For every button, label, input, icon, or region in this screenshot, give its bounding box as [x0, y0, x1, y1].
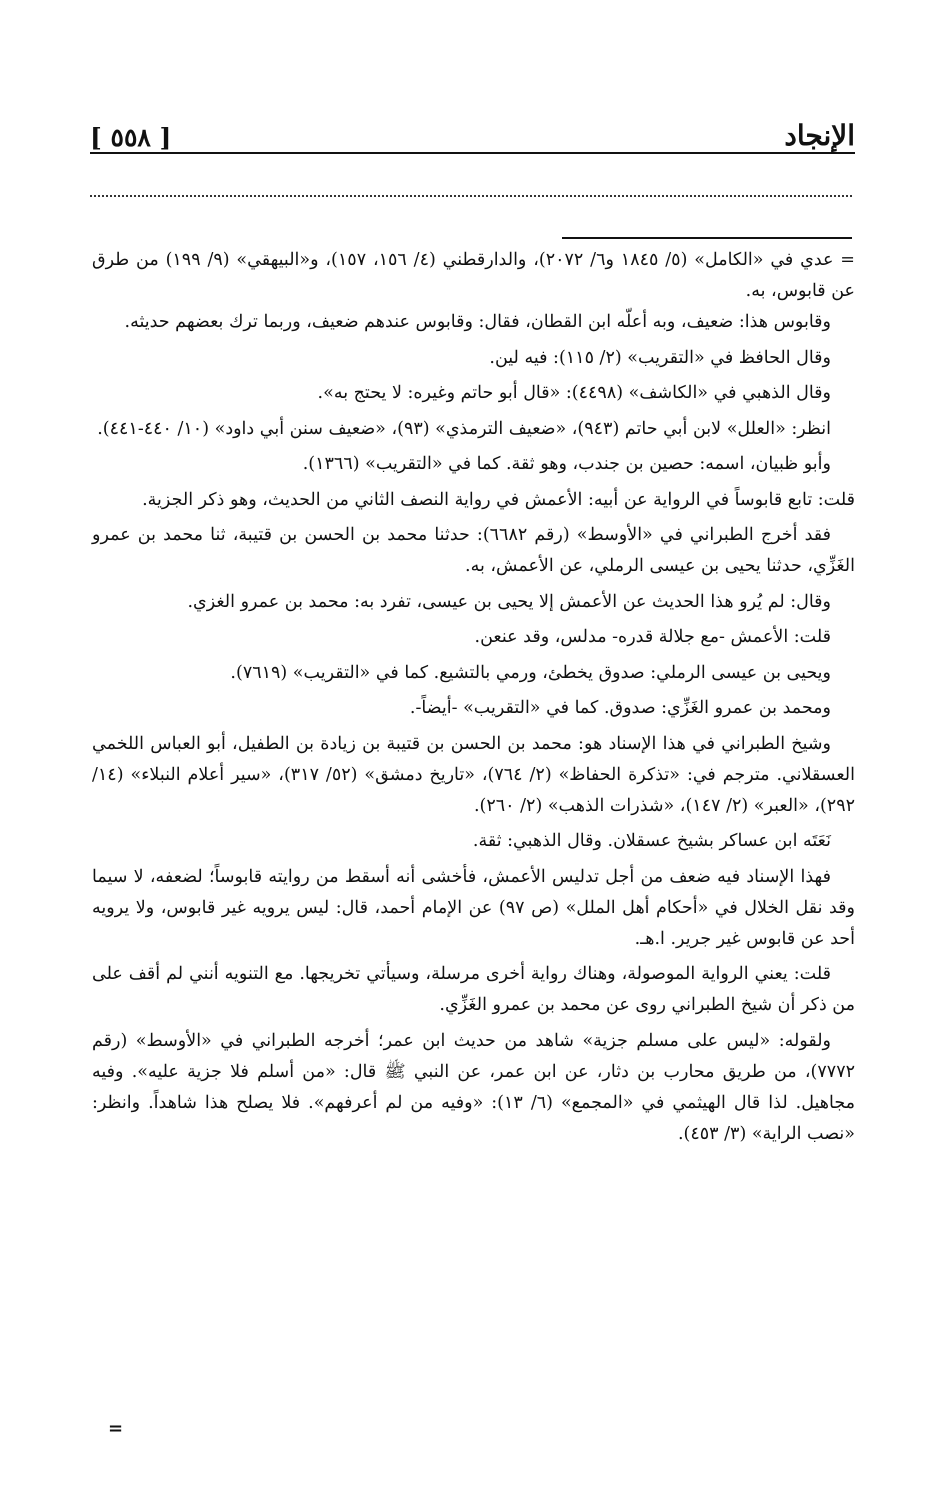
paragraph: قلت: الأعمش -مع جلالة قدره- مدلس، وقد عنعن. — [474, 627, 831, 647]
paragraph: ولقوله: «ليس على مسلم جزية» شاهد من حديث ابن عمر؛ أخرجه الطبراني في «الأوسط» (رقم ٧٧٧٢)، من طريق محارب بن دثار، عن ابن عمر، عن النبي ﷺ قال: «من أسلم فلا جزية عليه». وفيه مجاهيل. لذا قال الهيثمي في «المجمع» (٦/ ١٣): «وفيه من لم أعرفهم». فلا يصلح هذا شاهداً. وانظر: «نصب الراية» (٣/ ٤٥٣). — [92, 1030, 855, 1144]
paragraph: وقال الذهبي في «الكاشف» (٤٤٩٨): «قال أبو حاتم وغيره: لا يحتج به». — [317, 383, 831, 403]
header-rule — [90, 152, 855, 154]
paragraph: قلت: تابع قابوساً في الرواية عن أبيه: الأعمش في رواية النصف الثاني من الحديث، وهو ذكر الجزية. — [142, 489, 855, 510]
paragraph: وقال: لم يُرو هذا الحديث عن الأعمش إلا يحيى بن عيسى، تفرد به: محمد بن عمرو الغزي. — [187, 591, 831, 612]
paragraph: وقال الحافظ في «التقريب» (٢/ ١١٥): فيه لين. — [489, 347, 831, 368]
paragraph: نَعَتَه ابن عساكر بشيخ عسقلان. وقال الذهبي: ثقة. — [472, 831, 831, 851]
paragraph: فهذا الإسناد فيه ضعف من أجل تدليس الأعمش، فأخشى أنه أسقط من روايته قابوساً؛ لضعفه، لا سيما وقد نقل الخلال في «أحكام أهل الملل» (ص ٩٧) عن الإمام أحمد، قال: ليس يرويه غير قابوس، ولا يرويه أحد عن قابوس غير جرير. ا.هـ. — [92, 866, 855, 949]
paragraph: انظر: «العلل» لابن أبي حاتم (٩٤٣)، «ضعيف الترمذي» (٩٣)، «ضعيف سنن أبي داود» (١٠/ ٤٤٠-٤٤١). — [97, 418, 831, 439]
paragraph: قلت: يعني الرواية الموصولة، وهناك رواية أخرى مرسلة، وسيأتي تخريجها. مع التنويه أنني لم أقف على من ذكر أن شيخ الطبراني روى عن محمد بن عمرو الغَزِّي. — [92, 964, 855, 1015]
footnote-body — [92, 245, 855, 1154]
book-title: الإنجاد — [784, 119, 855, 152]
page-header — [90, 108, 855, 152]
paragraph: = عدي في «الكامل» (٥/ ١٨٤٥ و٦/ ٢٠٧٢)، والدارقطني (٤/ ١٥٦، ١٥٧)، و«البيهقي» (٩/ ١٩٩) من طرق عن قابوس، به. — [92, 250, 855, 301]
paragraph: ويحيى بن عيسى الرملي: صدوق يخطئ، ورمي بالتشيع. كما في «التقريب» (٧٦١٩). — [230, 662, 831, 683]
footnote-rule — [562, 237, 852, 239]
dotted-separator — [90, 195, 852, 197]
paragraph: ومحمد بن عمرو الغَزِّي: صدوق. كما في «التقريب» -أيضاً-. — [409, 698, 831, 718]
paragraph: وقابوس هذا: ضعيف، وبه أعلّه ابن القطان، فقال: وقابوس عندهم ضعيف، وربما ترك بعضهم حديثه. — [124, 312, 831, 332]
paragraph: وأبو ظبيان، اسمه: حصين بن جندب، وهو ثقة. كما في «التقريب» (١٣٦٦). — [302, 454, 831, 474]
continuation-mark: = — [108, 1418, 124, 1439]
paragraph: وشيخ الطبراني في هذا الإسناد هو: محمد بن الحسن بن قتيبة بن زيادة بن الطفيل، أبو العباس اللخمي العسقلاني. مترجم في: «تذكرة الحفاظ» (٢/ ٧٦٤)، «تاريخ دمشق» (٥٢/ ٣١٧)، «سير أعلام النبلاء» (١٤/ ٢٩٢)، «العبر» (٢/ ١٤٧)، «شذرات الذهب» (٢/ ٢٦٠). — [92, 733, 856, 816]
page-number: [ ٥٥٨ ] — [90, 123, 172, 152]
paragraph: فقد أخرج الطبراني في «الأوسط» (رقم ٦٦٨٢): حدثنا محمد بن الحسن بن قتيبة، ثنا محمد بن عمرو الغَزِّي، حدثنا يحيى بن عيسى الرملي، عن الأعمش، به. — [92, 525, 855, 576]
